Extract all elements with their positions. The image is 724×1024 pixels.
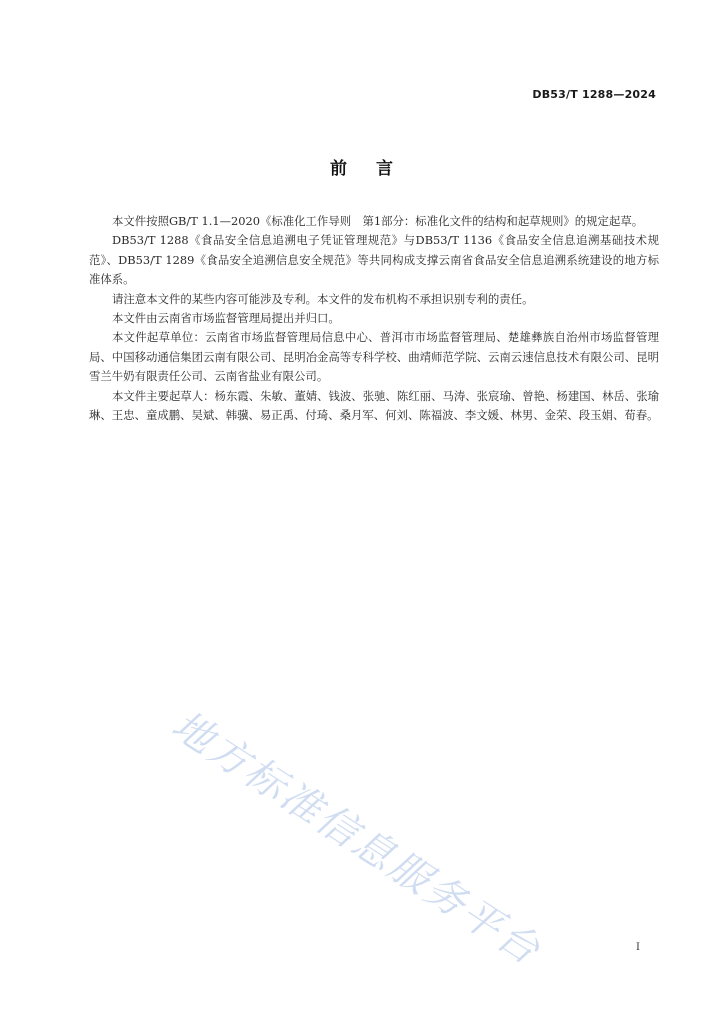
paragraph-patent-notice: 请注意本文件的某些内容可能涉及专利。本文件的发布机构不承担识别专利的责任。	[112, 291, 534, 306]
document-code: DB53/T 1288—2024	[532, 88, 656, 101]
page-number: I	[636, 942, 640, 953]
paragraph-standard-system: DB53/T 1288《食品安全信息追溯电子凭证管理规范》与DB53/T 1136《食品安全信息追溯基础技术规范》、DB53/T 1289《食品安全追溯信息安全规范》等共同构成支撑云南省食品安全信息追溯系统建设的地方标准体系。	[89, 233, 659, 287]
watermark: 地方标准信息服务平台	[163, 702, 550, 975]
paragraph-proposer: 本文件由云南省市场监督管理局提出并归口。	[112, 311, 340, 326]
title-char-1: 前	[330, 159, 348, 179]
document-body	[89, 212, 659, 425]
paragraph-drafting-rule: 本文件按照GB/T 1.1—2020《标准化工作导则 第1部分：标准化文件的结构和起草规则》的规定起草。	[112, 214, 644, 228]
paragraph-drafting-units: 本文件起草单位：云南省市场监督管理局信息中心、普洱市市场监督管理局、楚雄彝族自治州市场监督管理局、中国移动通信集团云南有限公司、昆明冶金高等专科学校、曲靖师范学院、云南云速信息技术有限公司、昆明雪兰牛奶有限责任公司、云南省盐业有限公司。	[89, 330, 659, 384]
page-title	[0, 154, 724, 179]
paragraph-drafters: 本文件主要起草人：杨东霞、朱敏、董婧、钱波、张驰、陈红丽、马涛、张宸瑜、曾艳、杨建国、林岳、张瑜琳、王忠、童成鹏、吴斌、韩骥、易正禹、付琦、桑月军、何刘、陈福波、李文媛、林男、金荣、段玉娟、荀春。	[89, 388, 659, 423]
title-char-2: 言	[376, 159, 394, 179]
